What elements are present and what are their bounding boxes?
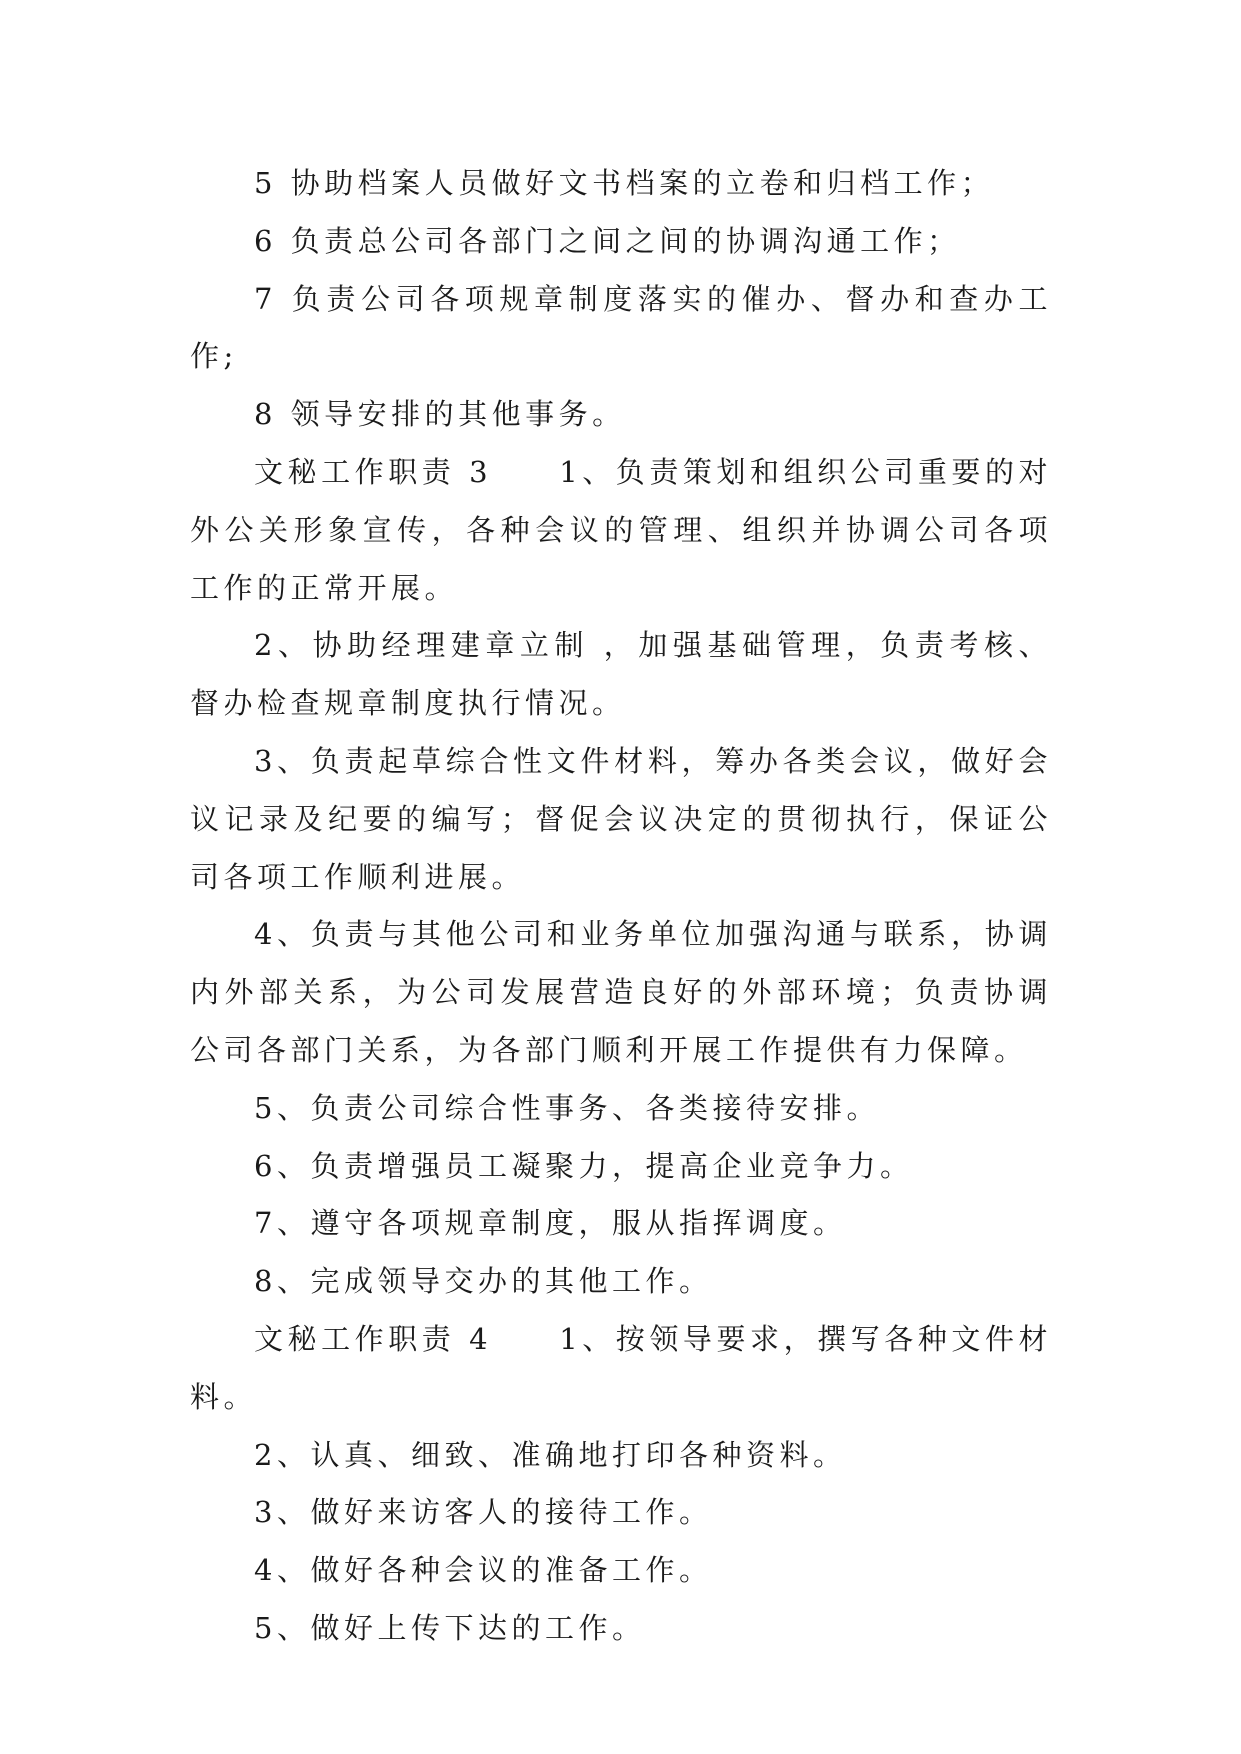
paragraph-2: 6 负责总公司各部门之间之间的协调沟通工作；: [254, 223, 961, 258]
document-body: [190, 155, 1052, 1658]
paragraph-16: 4、做好各种会议的准备工作。: [254, 1553, 713, 1588]
paragraph-3: 7 负责公司各项规章制度落实的催办、督办和查办工作;: [190, 281, 1052, 374]
paragraph-17: 5、做好上传下达的工作。: [254, 1610, 646, 1645]
paragraph-11: 7、遵守各项规章制度，服从指挥调度。: [254, 1206, 847, 1241]
paragraph-12: 8、完成领导交办的其他工作。: [254, 1264, 713, 1299]
paragraph-9: 5、负责公司综合性事务、各类接待安排。: [254, 1090, 880, 1125]
paragraph-1: 5 协助档案人员做好文书档案的立卷和归档工作；: [254, 166, 995, 200]
paragraph-15: 3、做好来访客人的接待工作。: [254, 1495, 713, 1530]
paragraph-6: 2、协助经理建章立制 ，加强基础管理，负责考核、督办检查规章制度执行情况。: [190, 628, 1052, 721]
paragraph-13: 文秘工作职责 4 1、按领导要求，撰写各种文件材料。: [190, 1321, 1052, 1414]
paragraph-7: 3、负责起草综合性文件材料，筹办各类会议，做好会议记录及纪要的编写；督促会议决定的贯彻执行，保证公司各项工作顺利进展。: [190, 743, 1052, 894]
paragraph-14: 2、认真、细致、准确地打印各种资料。: [254, 1437, 847, 1472]
paragraph-8: 4、负责与其他公司和业务单位加强沟通与联系，协调内外部关系，为公司发展营造良好的外部环境；负责协调公司各部门关系，为各部门顺利开展工作提供有力保障。: [190, 917, 1052, 1067]
paragraph-4: 8 领导安排的其他事务。: [254, 397, 626, 432]
paragraph-10: 6、负责增强员工凝聚力，提高企业竞争力。: [254, 1148, 914, 1183]
paragraph-5: 文秘工作职责 3 1、负责策划和组织公司重要的对外公关形象宣传，各种会议的管理、组织并协调公司各项工作的正常开展。: [190, 454, 1052, 605]
